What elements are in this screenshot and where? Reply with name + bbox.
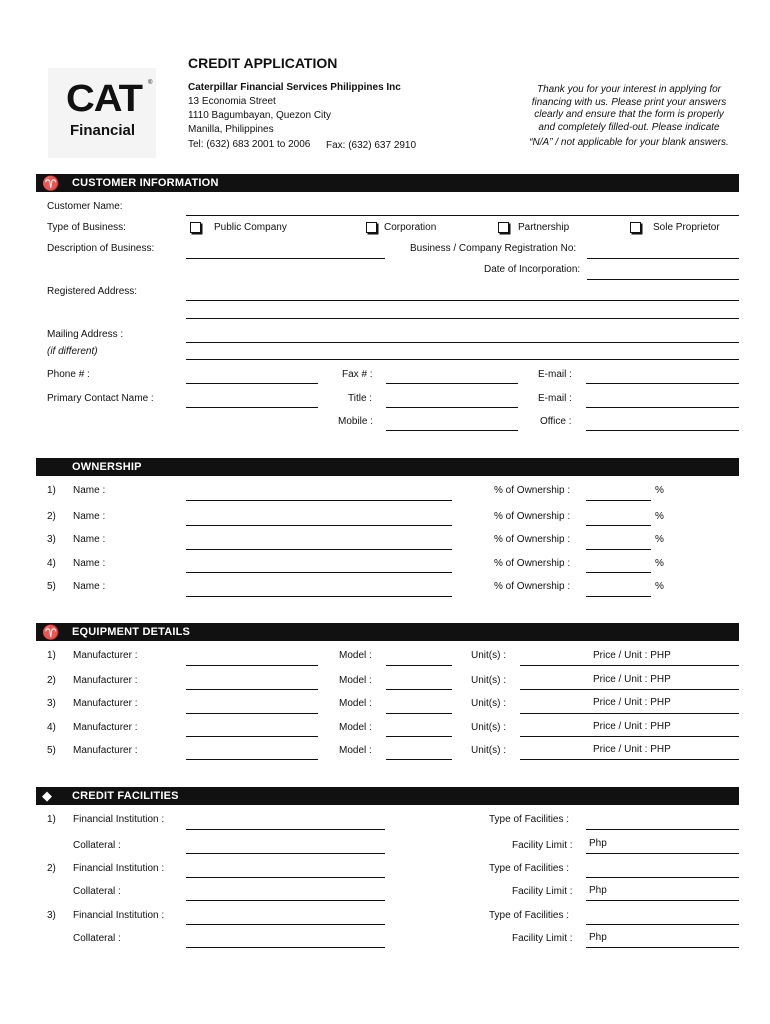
sole-proprietor-checkbox[interactable] — [630, 222, 641, 233]
model-input[interactable] — [386, 675, 452, 690]
mailing-address-input-1[interactable] — [186, 328, 739, 343]
address-line-2: 1110 Bagumbayan, Quezon City — [188, 110, 332, 121]
collateral-input[interactable] — [186, 886, 385, 901]
financial-institution-label: Financial Institution : — [73, 814, 165, 825]
units-label: Unit(s) : — [471, 698, 506, 709]
owner-name-label: Name : — [73, 511, 106, 522]
type-of-facilities-input[interactable] — [586, 815, 739, 830]
ownership-pct-label: % of Ownership : — [494, 581, 571, 592]
note-line-1: Thank you for your interest in applying for — [537, 84, 721, 95]
type-of-facilities-input[interactable] — [586, 910, 739, 925]
manufacturer-label: Manufacturer : — [73, 722, 138, 733]
date-of-incorporation-input[interactable] — [587, 265, 739, 280]
owner-name-input[interactable] — [186, 511, 452, 526]
facility-limit-label: Facility Limit : — [512, 933, 573, 944]
corporation-label: Corporation — [384, 222, 437, 233]
row-number: 4) — [47, 722, 56, 733]
manufacturer-input[interactable] — [186, 722, 318, 737]
units-label: Unit(s) : — [471, 675, 506, 686]
facility-limit-input[interactable] — [586, 886, 739, 901]
units-label: Unit(s) : — [471, 722, 506, 733]
aries-icon: ♈ — [42, 624, 60, 640]
type-of-facilities-label: Type of Facilities : — [489, 910, 570, 921]
email-input[interactable] — [586, 369, 739, 384]
manufacturer-input[interactable] — [186, 651, 318, 666]
contact-title-label: Title : — [348, 393, 373, 404]
type-of-business-label: Type of Business: — [47, 222, 126, 233]
row-number: 1) — [47, 650, 56, 661]
phone-input[interactable] — [186, 369, 318, 384]
owner-name-label: Name : — [73, 581, 106, 592]
contact-title-input[interactable] — [386, 393, 518, 408]
financial-institution-input[interactable] — [186, 815, 385, 830]
owner-name-input[interactable] — [186, 582, 452, 597]
owner-name-input[interactable] — [186, 486, 452, 501]
row-number: 1) — [47, 814, 56, 825]
instruction-note — [512, 84, 746, 150]
credit-facilities-header — [36, 787, 739, 805]
financial-institution-input[interactable] — [186, 863, 385, 878]
model-input[interactable] — [386, 722, 452, 737]
section-title: CUSTOMER INFORMATION — [72, 177, 219, 189]
fax-label: Fax # : — [342, 369, 373, 380]
logo-cat-text: CAT — [66, 78, 142, 120]
date-of-incorporation-label: Date of Incorporation: — [484, 264, 581, 275]
registered-address-input-2[interactable] — [186, 304, 739, 319]
owner-name-label: Name : — [73, 558, 106, 569]
telephone: Tel: (632) 683 2001 to 2006 — [188, 139, 311, 150]
mailing-address-input-2[interactable] — [186, 345, 739, 360]
row-number: 2) — [47, 675, 56, 686]
fax-input[interactable] — [386, 369, 518, 384]
facility-limit-label: Facility Limit : — [512, 840, 573, 851]
price-label: Price / Unit : PHP — [593, 697, 671, 708]
company-name: Caterpillar Financial Services Philippines Inc — [188, 82, 401, 93]
customer-information-header — [36, 174, 739, 192]
equipment-details-header — [36, 623, 739, 641]
percent-sign: % — [655, 534, 664, 545]
row-number: 2) — [47, 863, 56, 874]
model-label: Model : — [339, 650, 372, 661]
price-label: Price / Unit : PHP — [593, 650, 671, 661]
row-number: 3) — [47, 534, 56, 545]
mobile-input[interactable] — [386, 416, 518, 431]
description-of-business-input[interactable] — [186, 244, 385, 259]
primary-contact-label: Primary Contact Name : — [47, 393, 154, 404]
ownership-pct-input[interactable] — [586, 511, 651, 526]
manufacturer-input[interactable] — [186, 675, 318, 690]
registered-address-label: Registered Address: — [47, 286, 138, 297]
model-input[interactable] — [386, 699, 452, 714]
model-label: Model : — [339, 698, 372, 709]
registration-no-input[interactable] — [587, 244, 739, 259]
contact-email-input[interactable] — [586, 393, 739, 408]
ownership-pct-label: % of Ownership : — [494, 534, 571, 545]
customer-name-input[interactable] — [186, 201, 739, 216]
model-label: Model : — [339, 675, 372, 686]
mobile-label: Mobile : — [338, 416, 374, 427]
collateral-label: Collateral : — [73, 886, 121, 897]
financial-institution-label: Financial Institution : — [73, 910, 165, 921]
manufacturer-input[interactable] — [186, 745, 318, 760]
note-line-2: financing with us. Please print your answers — [531, 96, 727, 108]
primary-contact-input[interactable] — [186, 393, 318, 408]
price-label: Price / Unit : PHP — [593, 744, 671, 755]
row-number: 2) — [47, 511, 56, 522]
type-of-facilities-label: Type of Facilities : — [489, 863, 570, 874]
ownership-pct-input[interactable] — [586, 582, 651, 597]
partnership-label: Partnership — [518, 222, 570, 233]
contact-email-label: E-mail : — [538, 393, 572, 404]
address-line-1: 13 Economia Street — [188, 96, 276, 107]
row-number: 3) — [47, 698, 56, 709]
registered-address-input-1[interactable] — [186, 286, 739, 301]
aries-icon: ♈ — [42, 175, 60, 191]
model-label: Model : — [339, 745, 372, 756]
ownership-pct-input[interactable] — [586, 486, 651, 501]
php-currency: Php — [589, 932, 607, 943]
address-line-3: Manilla, Philippines — [188, 124, 274, 135]
ownership-pct-input[interactable] — [586, 558, 651, 573]
manufacturer-label: Manufacturer : — [73, 698, 138, 709]
collateral-input[interactable] — [186, 933, 385, 948]
php-currency: Php — [589, 885, 607, 896]
manufacturer-label: Manufacturer : — [73, 675, 138, 686]
note-line-3: clearly and ensure that the form is properly — [534, 109, 724, 121]
collateral-label: Collateral : — [73, 840, 121, 851]
owner-name-input[interactable] — [186, 558, 452, 573]
units-label: Unit(s) : — [471, 745, 506, 756]
collateral-label: Collateral : — [73, 933, 121, 944]
partnership-checkbox[interactable] — [498, 222, 509, 233]
section-title: EQUIPMENT DETAILS — [72, 626, 191, 638]
logo-financial-text: Financial — [70, 122, 136, 139]
email-label: E-mail : — [538, 369, 572, 380]
row-number: 3) — [47, 910, 56, 921]
ownership-pct-input[interactable] — [586, 535, 651, 550]
percent-sign: % — [655, 485, 664, 496]
mailing-address-label: Mailing Address : — [47, 329, 124, 340]
model-input[interactable] — [386, 651, 452, 666]
manufacturer-label: Manufacturer : — [73, 650, 138, 661]
percent-sign: % — [655, 511, 664, 522]
customer-name-label: Customer Name: — [47, 201, 123, 212]
row-number: 4) — [47, 558, 56, 569]
phone-label: Phone # : — [47, 369, 90, 380]
owner-name-label: Name : — [73, 485, 106, 496]
page-title: CREDIT APPLICATION — [188, 55, 338, 71]
note-line-4: and completely filled-out. Please indicate — [538, 121, 720, 133]
manufacturer-input[interactable] — [186, 699, 318, 714]
section-title: CREDIT FACILITIES — [72, 790, 179, 802]
financial-institution-label: Financial Institution : — [73, 863, 165, 874]
note-line-5: “N/A” / not applicable for your blank answers. — [529, 137, 729, 149]
type-of-facilities-input[interactable] — [586, 863, 739, 878]
public-company-label: Public Company — [214, 222, 287, 233]
percent-sign: % — [655, 581, 664, 592]
row-number: 5) — [47, 745, 56, 756]
price-label: Price / Unit : PHP — [593, 721, 671, 732]
fax-number: Fax: (632) 637 2910 — [326, 140, 417, 151]
facility-limit-label: Facility Limit : — [512, 886, 573, 897]
ownership-header — [36, 458, 739, 476]
description-of-business-label: Description of Business: — [47, 243, 155, 254]
sole-proprietor-label: Sole Proprietor — [653, 222, 720, 233]
type-of-facilities-label: Type of Facilities : — [489, 814, 570, 825]
price-label: Price / Unit : PHP — [593, 674, 671, 685]
units-label: Unit(s) : — [471, 650, 506, 661]
manufacturer-label: Manufacturer : — [73, 745, 138, 756]
cat-financial-logo — [48, 68, 156, 158]
model-input[interactable] — [386, 745, 452, 760]
corporation-checkbox[interactable] — [366, 222, 377, 233]
registration-no-label: Business / Company Registration No: — [410, 243, 577, 254]
if-different-label: (if different) — [47, 346, 98, 357]
row-number: 5) — [47, 581, 56, 592]
office-input[interactable] — [586, 416, 739, 431]
diamond-icon: ◆ — [42, 788, 52, 803]
ownership-pct-label: % of Ownership : — [494, 558, 571, 569]
php-currency: Php — [589, 838, 607, 849]
office-label: Office : — [540, 416, 572, 427]
section-title: OWNERSHIP — [72, 461, 142, 473]
collateral-input[interactable] — [186, 839, 385, 854]
facility-limit-input[interactable] — [586, 839, 739, 854]
owner-name-label: Name : — [73, 534, 106, 545]
public-company-checkbox[interactable] — [190, 222, 201, 233]
row-number: 1) — [47, 485, 56, 496]
financial-institution-input[interactable] — [186, 910, 385, 925]
registered-mark-icon: ® — [148, 80, 153, 86]
percent-sign: % — [655, 558, 664, 569]
owner-name-input[interactable] — [186, 535, 452, 550]
model-label: Model : — [339, 722, 372, 733]
ownership-pct-label: % of Ownership : — [494, 485, 571, 496]
facility-limit-input[interactable] — [586, 933, 739, 948]
ownership-pct-label: % of Ownership : — [494, 511, 571, 522]
